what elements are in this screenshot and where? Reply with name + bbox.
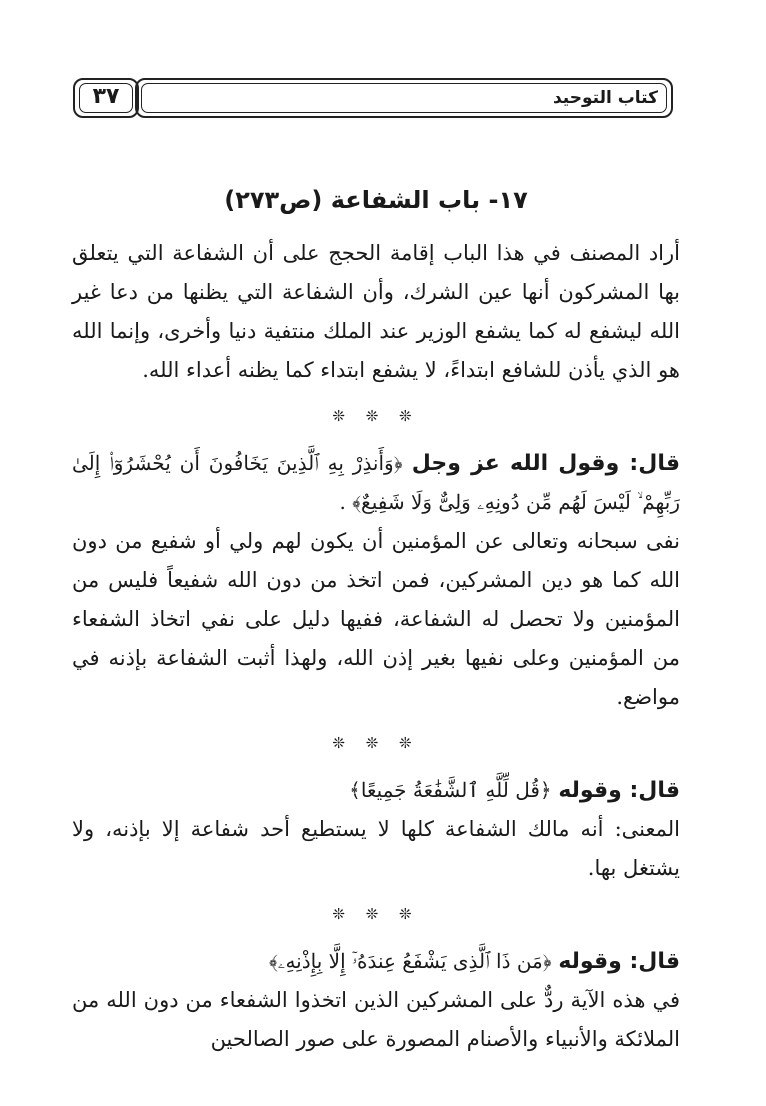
section-2-commentary: المعنى: أنه مالك الشفاعة كلها لا يستطيع أحد شفاعة إلا بإذنه، ولا يشتغل بها. [72, 817, 680, 880]
section-3-verse: ﴿مَن ذَا ٱلَّذِى يَشْفَعُ عِندَهُۥٓ إِلَّا بِإِذْنِهِۦ﴾ [269, 949, 552, 973]
section-separator: ❊ ❊ ❊ [332, 407, 420, 425]
section-1-quote [72, 444, 680, 522]
section-separator: ❊ ❊ ❊ [332, 905, 420, 923]
chapter-title: ١٧- باب الشفاعة (ص٢٧٣) [224, 186, 528, 214]
page-number: ٣٧ [92, 84, 120, 109]
section-3-quote [72, 942, 680, 981]
section-1-commentary: نفى سبحانه وتعالى عن المؤمنين أن يكون لهم ولي أو شفيع من دون الله كما هو دين المشركين، فمن اتخذ من دون الله شفيعاً فليس من المؤمنين ولا تحصل له الشفاعة، ففيها دليل على نفي اتخاذ الشفعاء من المؤمنين وعلى نفيها بغير إذن الله، ولهذا أثبت الشفاعة بإذنه في مواضع. [72, 529, 680, 709]
section-1-verse: ﴿وَأَنذِرْ بِهِ ٱلَّذِينَ يَخَافُونَ أَن يُحْشَرُوٓا۟ إِلَىٰ رَبِّهِمْ ۙ لَيْسَ لَهُم مِّن دُونِهِۦ وَلِىٌّ وَلَا شَفِيعٌ﴾ . [72, 451, 680, 514]
section-2-lead: قال: وقوله [558, 778, 680, 803]
section-2-verse: ﴿قُل لِّلَّهِ ٱلشَّفَٰعَةُ جَمِيعًا﴾ [349, 778, 552, 802]
section-2-quote [72, 771, 680, 810]
section-3-commentary: في هذه الآية ردٌّ على المشركين الذين اتخذوا الشفعاء من دون الله من الملائكة والأنبياء والأصنام المصورة على صور الصالحين [72, 988, 680, 1051]
page-body [72, 180, 680, 1059]
intro-paragraph: أراد المصنف في هذا الباب إقامة الحجج على أن الشفاعة التي يتعلق بها المشركون أنها عين الشرك، وأن الشفاعة التي يظنها من دعا غير الله ليشفع له كما يشفع الوزير عند الملك منتفية دنيا وأخرى، وإنما الله هو الذي يأذن للشافع ابتداءً، لا يشفع ابتداء كما يظنه أعداء الله. [72, 241, 680, 382]
section-3-lead: قال: وقوله [558, 949, 680, 974]
running-head-title: كتاب التوحيد [552, 88, 658, 108]
section-separator: ❊ ❊ ❊ [332, 734, 420, 752]
section-1-lead: قال: وقول الله عز وجل [411, 451, 680, 476]
